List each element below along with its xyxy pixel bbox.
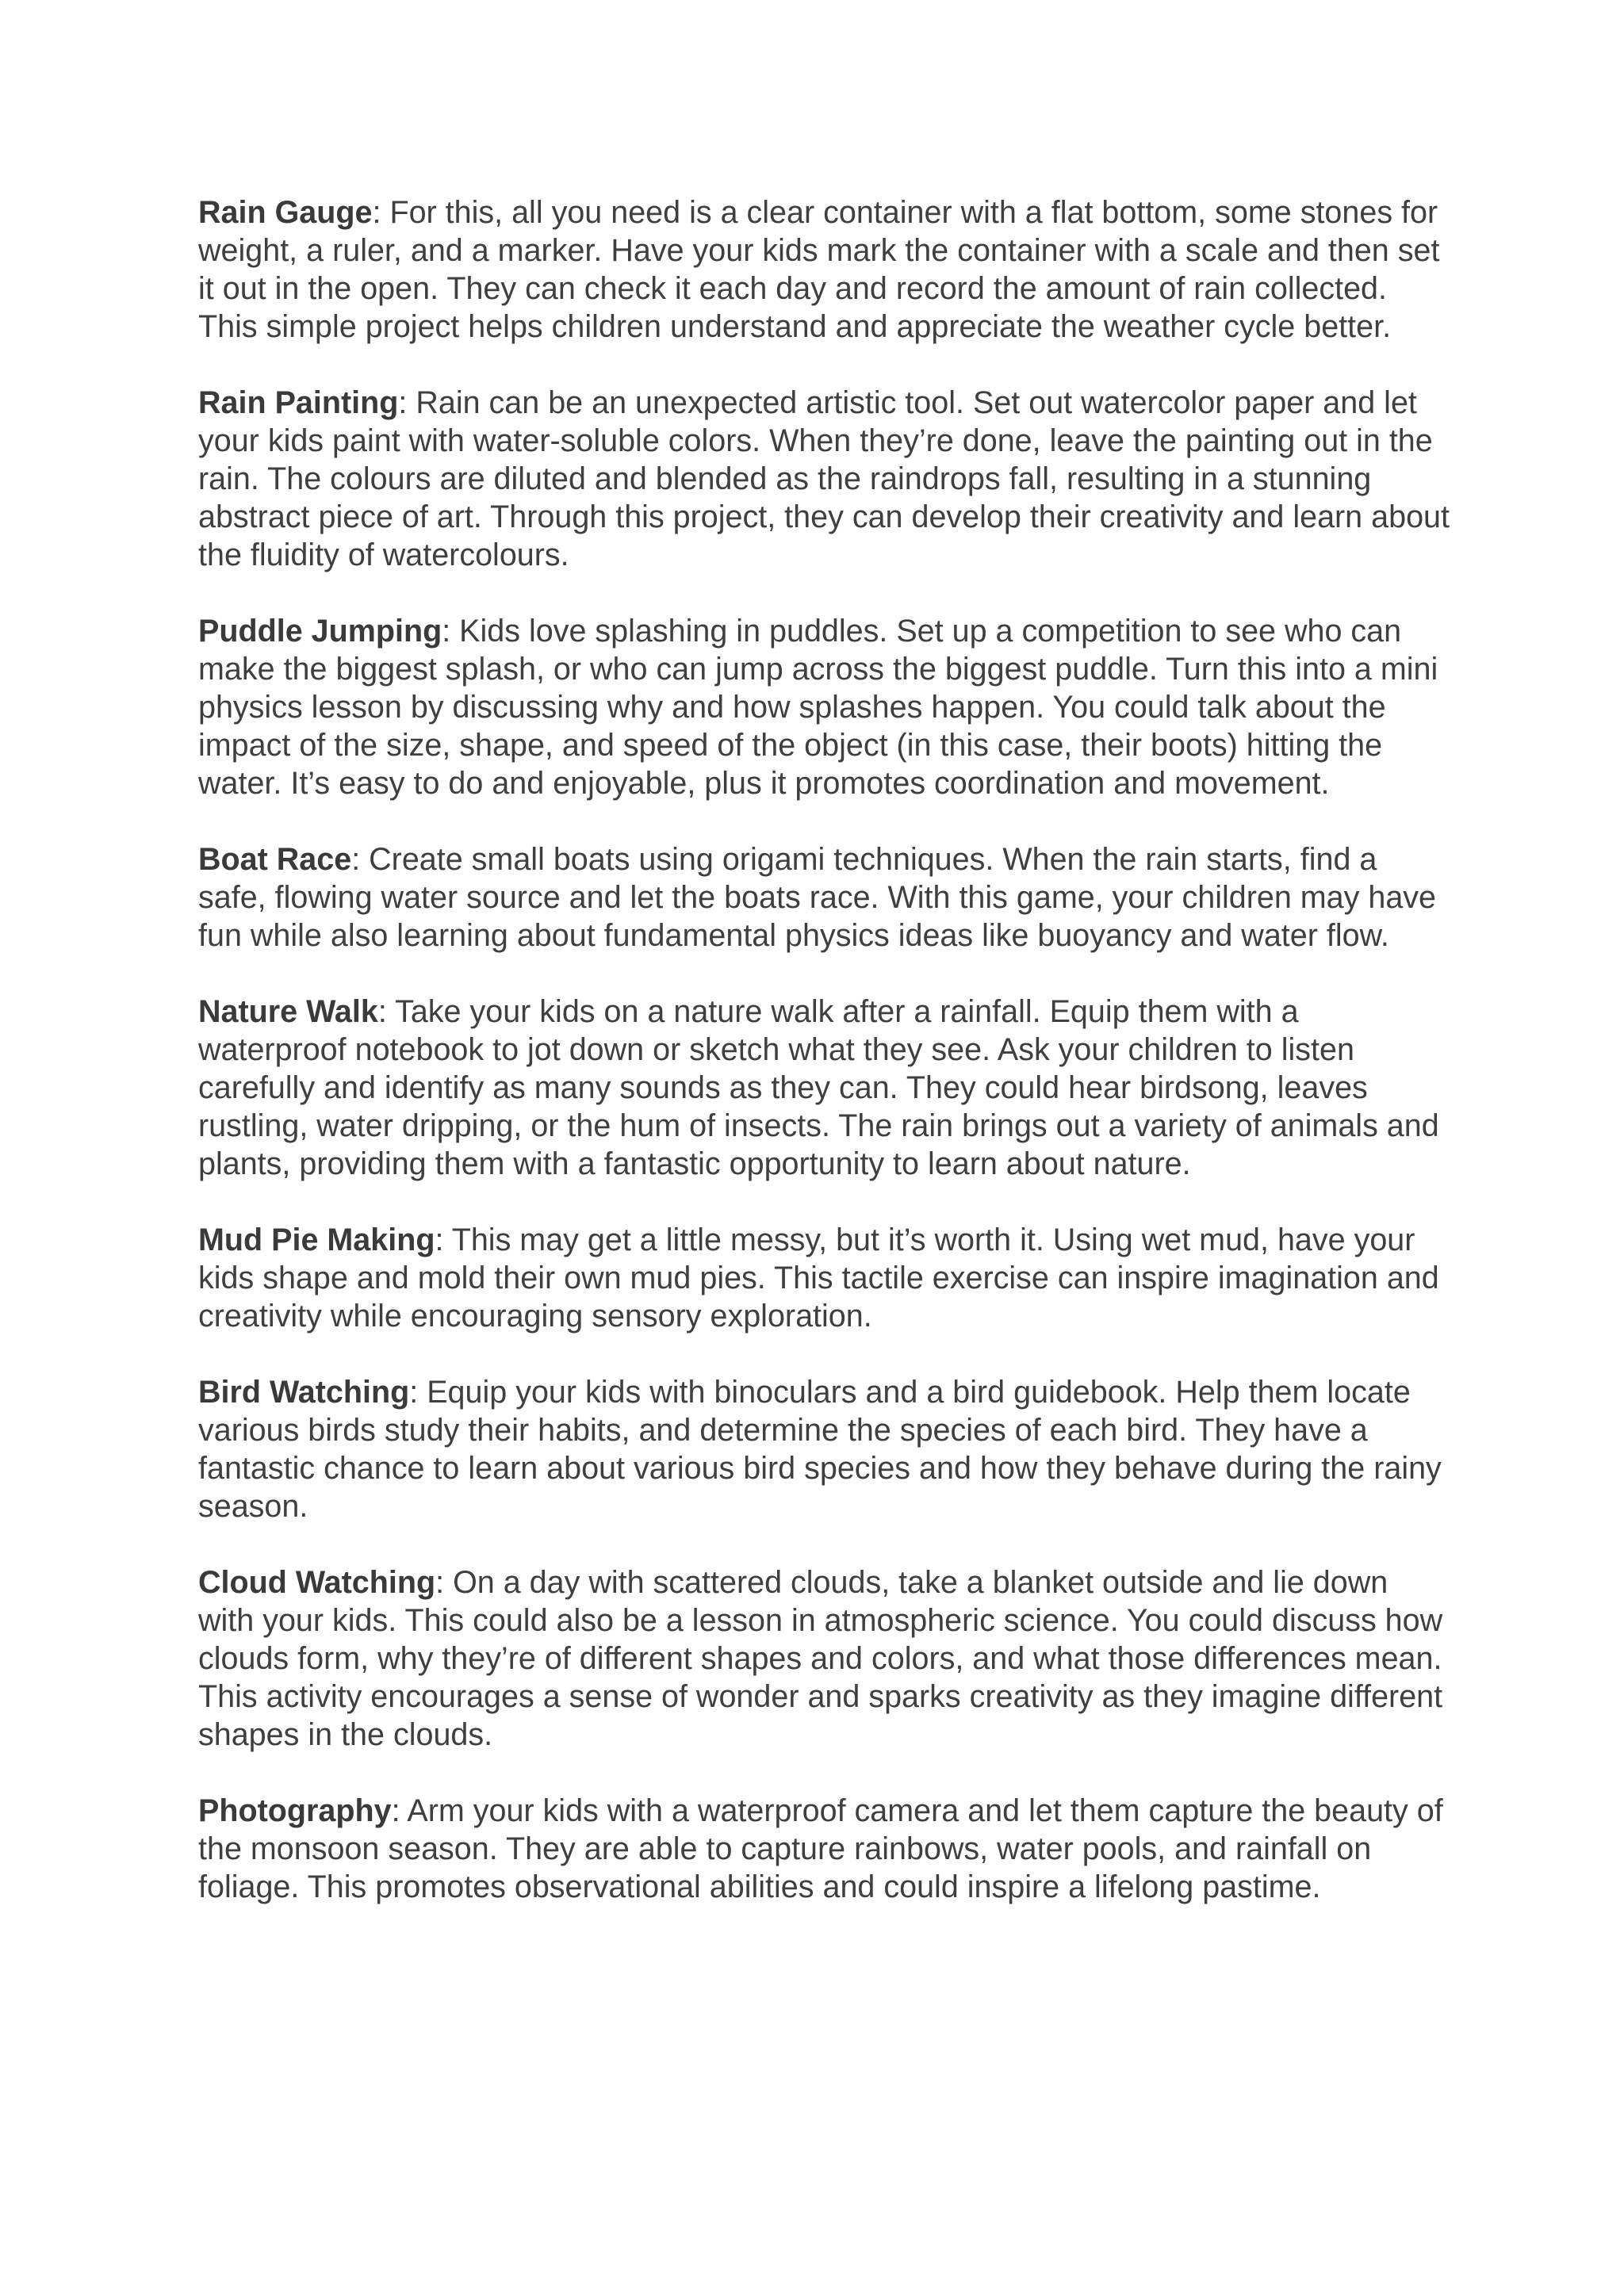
- document-body: [198, 193, 1451, 1944]
- entry-cloud-watching: [198, 1563, 1451, 1754]
- entry-rain-painting: [198, 384, 1451, 574]
- entry-boat-race: [198, 840, 1451, 955]
- entry-term: Bird Watching: [198, 1375, 410, 1410]
- entry-text: : For this, all you need is a clear container with a flat bottom, some stones for weight, a ruler, and a marker. Have your kids mark the container with a scale and then set it out in the open. They can check it each day and record the amount of rain collected. This simple project helps children understand and appreciate the weather cycle better.: [198, 195, 1440, 344]
- entry-puddle-jumping: [198, 612, 1451, 802]
- entry-text: : Arm your kids with a waterproof camera and let them capture the beauty of the monsoon season. They are able to capture rainbows, water pools, and rainfall on foliage. This promotes observational abilities and could inspire a lifelong pastime.: [198, 1793, 1443, 1904]
- entry-text: : Kids love splashing in puddles. Set up a competition to see who can make the biggest splash, or who can jump across the biggest puddle. Turn this into a mini physics lesson by discussing why and how splashes happen. You could talk about the impact of the size, shape, and speed of the object (in this case, their boots) hitting the water. It’s easy to do and enjoyable, plus it promotes coordination and movement.: [198, 614, 1438, 801]
- entry-mud-pie-making: [198, 1221, 1451, 1335]
- entry-text: : On a day with scattered clouds, take a blanket outside and lie down with your kids. This could also be a lesson in atmospheric science. You could discuss how clouds form, why they’re of different shapes and colors, and what those differences mean. This activity encourages a sense of wonder and sparks creativity as they imagine different shapes in the clouds.: [198, 1565, 1443, 1752]
- entry-photography: [198, 1792, 1451, 1906]
- entry-term: Rain Painting: [198, 385, 399, 420]
- entry-bird-watching: [198, 1373, 1451, 1525]
- entry-text: : Create small boats using origami techniques. When the rain starts, find a safe, flowing water source and let the boats race. With this game, your children may have fun while also learning about fundamental physics ideas like buoyancy and water flow.: [198, 842, 1437, 953]
- entry-nature-walk: [198, 993, 1451, 1183]
- entry-term: Mud Pie Making: [198, 1223, 435, 1257]
- entry-term: Boat Race: [198, 842, 352, 877]
- entry-text: : Take your kids on a nature walk after a rainfall. Equip them with a waterproof notebook to jot down or sketch what they see. Ask your children to listen carefully and identify as many sounds as they can. They could hear birdsong, leaves rustling, water dripping, or the hum of insects. The rain brings out a variety of animals and plants, providing them with a fantastic opportunity to learn about nature.: [198, 994, 1439, 1181]
- entry-term: Rain Gauge: [198, 195, 373, 230]
- entry-term: Nature Walk: [198, 994, 378, 1029]
- entry-term: Puddle Jumping: [198, 614, 442, 649]
- entry-term: Cloud Watching: [198, 1565, 436, 1600]
- entry-text: : This may get a little messy, but it’s worth it. Using wet mud, have your kids shape and mold their own mud pies. This tactile exercise can inspire imagination and creativity while encouraging sensory exploration.: [198, 1223, 1439, 1334]
- entry-term: Photography: [198, 1793, 392, 1828]
- entry-rain-gauge: [198, 193, 1451, 346]
- entry-text: : Rain can be an unexpected artistic tool. Set out watercolor paper and let your kids paint with water-soluble colors. When they’re done, leave the painting out in the rain. The colours are diluted and blended as the raindrops fall, resulting in a stunning abstract piece of art. Through this project, they can develop their creativity and learn about the fluidity of watercolours.: [198, 385, 1450, 572]
- entry-text: : Equip your kids with binoculars and a bird guidebook. Help them locate various birds study their habits, and determine the species of each bird. They have a fantastic chance to learn about various bird species and how they behave during the rainy season.: [198, 1375, 1442, 1524]
